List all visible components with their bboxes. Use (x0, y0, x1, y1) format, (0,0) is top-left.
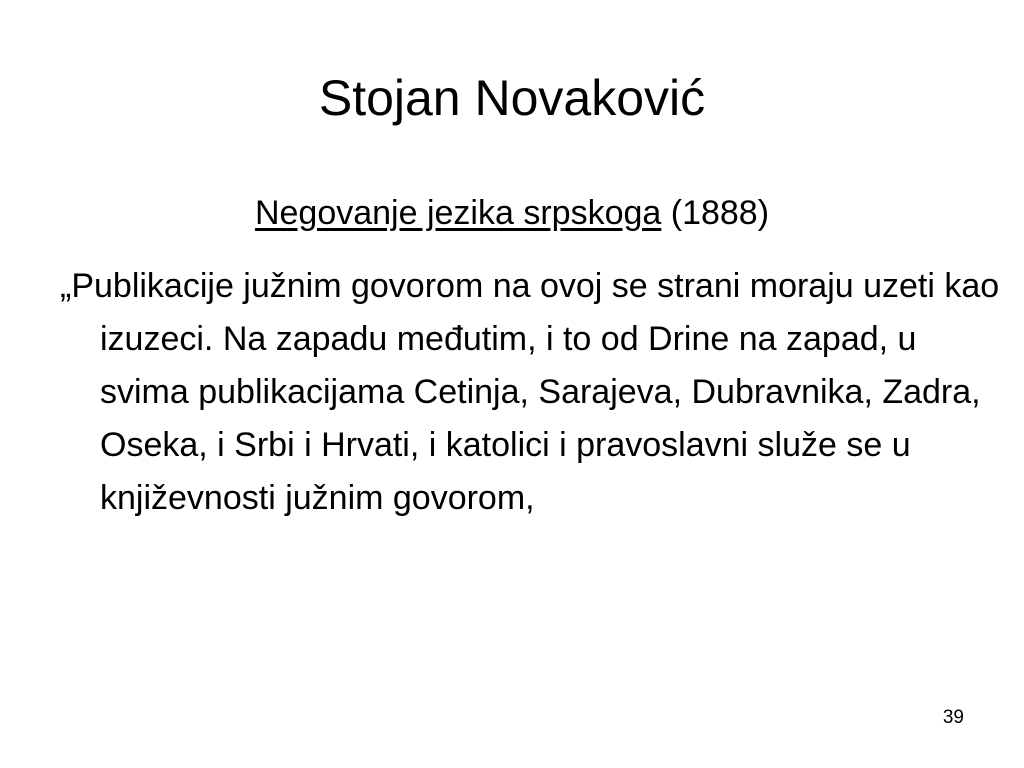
slide-title: Stojan Novaković (318, 70, 706, 126)
work-year: (1888) (670, 194, 770, 232)
slide-number: 39 (942, 707, 964, 728)
slide-subtitle (0, 190, 1024, 236)
work-title: Negovanje jezika srpskoga (254, 194, 662, 232)
quote-text: „Publikacije južnim govorom na ovoj se strani moraju uzeti kao izuzeci. Na zapadu međutim, i to od Drine na zapad, u svima publikacijama Cetinja, Sarajeva, Dubravnika, Zadra, Oseka, i Srbi i Hrvati, i katolici i pravoslavni služe se u književnosti južnim govorom, (60, 267, 1000, 517)
